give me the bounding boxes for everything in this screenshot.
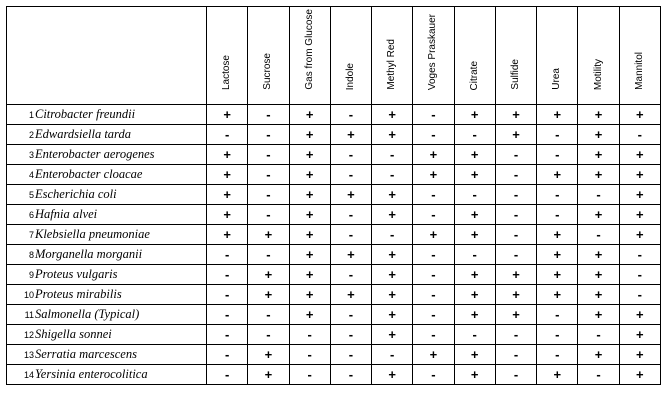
test-label: Methyl Red	[386, 39, 398, 90]
result-cell: -	[495, 145, 536, 165]
result-cell: -	[330, 105, 371, 125]
result-cell: -	[413, 185, 454, 205]
organism-cell	[7, 225, 207, 245]
result-cell: +	[413, 225, 454, 245]
organism-cell	[7, 325, 207, 345]
result-cell: -	[248, 245, 289, 265]
table-row	[7, 205, 661, 225]
organism-cell	[7, 245, 207, 265]
result-cell: +	[372, 325, 413, 345]
result-cell: -	[454, 185, 495, 205]
result-cell: -	[207, 325, 248, 345]
result-cell: -	[330, 205, 371, 225]
table-row	[7, 285, 661, 305]
result-cell: +	[619, 365, 660, 385]
result-cell: -	[454, 325, 495, 345]
result-cell: -	[537, 345, 578, 365]
test-header-lactose	[207, 7, 248, 105]
result-cell: -	[207, 305, 248, 325]
row-number: 12	[23, 330, 34, 340]
result-cell: +	[537, 365, 578, 385]
result-cell: +	[578, 345, 619, 365]
row-number: 5	[28, 190, 34, 200]
result-cell: -	[207, 345, 248, 365]
result-cell: +	[289, 145, 330, 165]
organism-cell	[7, 165, 207, 185]
organism-name: Morganella morganii	[35, 247, 143, 261]
result-cell: +	[578, 305, 619, 325]
result-cell: +	[495, 305, 536, 325]
result-cell: +	[537, 105, 578, 125]
result-cell: -	[330, 325, 371, 345]
row-number: 8	[28, 250, 34, 260]
organism-cell	[7, 105, 207, 125]
test-header-voges-praskauer	[413, 7, 454, 105]
result-cell: -	[248, 205, 289, 225]
test-header-sucrose	[248, 7, 289, 105]
result-cell: +	[413, 165, 454, 185]
result-cell: +	[207, 205, 248, 225]
result-cell: +	[289, 125, 330, 145]
test-label: Mannitol	[633, 52, 645, 90]
organism-rows	[7, 105, 661, 385]
result-cell: -	[413, 325, 454, 345]
result-cell: -	[537, 325, 578, 345]
result-cell: +	[372, 205, 413, 225]
result-cell: +	[372, 305, 413, 325]
result-cell: -	[413, 105, 454, 125]
result-cell: +	[289, 285, 330, 305]
organism-name: Escherichia coli	[35, 187, 117, 201]
result-cell: -	[537, 305, 578, 325]
result-cell: -	[289, 365, 330, 385]
result-cell: +	[578, 205, 619, 225]
test-label: Sucrose	[262, 53, 274, 90]
organism-cell	[7, 345, 207, 365]
result-cell: -	[578, 225, 619, 245]
table-row	[7, 125, 661, 145]
result-cell: -	[578, 365, 619, 385]
biochemical-table-wrapper	[6, 6, 661, 385]
result-cell: -	[372, 145, 413, 165]
result-cell: +	[537, 265, 578, 285]
test-label: Urea	[551, 68, 563, 90]
result-cell: -	[330, 345, 371, 365]
result-cell: +	[289, 305, 330, 325]
result-cell: +	[330, 185, 371, 205]
result-cell: +	[619, 225, 660, 245]
result-cell: +	[413, 145, 454, 165]
test-header-citrate	[454, 7, 495, 105]
result-cell: +	[578, 165, 619, 185]
result-cell: -	[330, 145, 371, 165]
result-cell: -	[248, 105, 289, 125]
organism-name: Edwardsiella tarda	[35, 127, 131, 141]
result-cell: +	[372, 245, 413, 265]
test-label: Voges Praskauer	[427, 13, 439, 90]
result-cell: +	[537, 245, 578, 265]
result-cell: +	[372, 105, 413, 125]
result-cell: -	[495, 205, 536, 225]
result-cell: +	[289, 205, 330, 225]
result-cell: +	[619, 325, 660, 345]
result-cell: +	[619, 105, 660, 125]
organism-name: Klebsiella pneumoniae	[35, 227, 150, 241]
organism-cell	[7, 205, 207, 225]
result-cell: +	[578, 145, 619, 165]
result-cell: +	[248, 345, 289, 365]
table-row	[7, 245, 661, 265]
test-label: Lactose	[221, 54, 233, 90]
result-cell: -	[413, 245, 454, 265]
organism-name: Serratia marcescens	[35, 347, 137, 361]
test-label: Sulfide	[509, 59, 521, 90]
result-cell: +	[495, 105, 536, 125]
result-cell: +	[372, 185, 413, 205]
result-cell: -	[619, 265, 660, 285]
result-cell: -	[248, 165, 289, 185]
table-row	[7, 325, 661, 345]
result-cell: -	[330, 365, 371, 385]
result-cell: +	[454, 305, 495, 325]
header-corner-cell	[7, 7, 207, 105]
result-cell: -	[330, 265, 371, 285]
result-cell: +	[537, 285, 578, 305]
result-cell: -	[495, 225, 536, 245]
organism-name: Citrobacter freundii	[35, 107, 136, 121]
organism-cell	[7, 145, 207, 165]
result-cell: -	[372, 225, 413, 245]
result-cell: -	[619, 125, 660, 145]
result-cell: -	[495, 245, 536, 265]
table-row	[7, 185, 661, 205]
result-cell: -	[495, 165, 536, 185]
result-cell: -	[372, 345, 413, 365]
result-cell: +	[454, 145, 495, 165]
biochemical-results-table	[6, 6, 661, 385]
row-number: 13	[23, 350, 34, 360]
result-cell: -	[495, 185, 536, 205]
result-cell: +	[372, 125, 413, 145]
row-number: 2	[28, 130, 34, 140]
test-header-urea	[537, 7, 578, 105]
organism-cell	[7, 265, 207, 285]
result-cell: +	[289, 185, 330, 205]
table-row	[7, 365, 661, 385]
result-cell: +	[330, 285, 371, 305]
row-number: 1	[28, 110, 34, 120]
result-cell: -	[537, 205, 578, 225]
result-cell: +	[207, 105, 248, 125]
row-number: 14	[23, 370, 34, 380]
result-cell: -	[495, 325, 536, 345]
result-cell: -	[248, 305, 289, 325]
result-cell: -	[248, 185, 289, 205]
organism-name: Proteus mirabilis	[35, 287, 122, 301]
test-header-indole	[330, 7, 371, 105]
result-cell: -	[330, 225, 371, 245]
row-number: 7	[28, 230, 34, 240]
test-header-gas-from-glucose	[289, 7, 330, 105]
test-header-sulfide	[495, 7, 536, 105]
result-cell: +	[207, 165, 248, 185]
result-cell: +	[454, 345, 495, 365]
result-cell: +	[372, 365, 413, 385]
result-cell: -	[413, 365, 454, 385]
result-cell: -	[248, 145, 289, 165]
test-label: Indole	[344, 62, 356, 90]
result-cell: +	[619, 185, 660, 205]
test-label: Citrate	[468, 60, 480, 90]
result-cell: +	[578, 125, 619, 145]
result-cell: +	[619, 145, 660, 165]
test-header-mannitol	[619, 7, 660, 105]
organism-name: Enterobacter aerogenes	[35, 147, 155, 161]
result-cell: +	[619, 205, 660, 225]
row-number: 10	[23, 290, 34, 300]
table-row	[7, 105, 661, 125]
result-cell: +	[207, 185, 248, 205]
result-cell: -	[413, 205, 454, 225]
result-cell: -	[537, 145, 578, 165]
result-cell: +	[537, 165, 578, 185]
result-cell: -	[454, 245, 495, 265]
test-header-motility	[578, 7, 619, 105]
result-cell: +	[578, 105, 619, 125]
result-cell: +	[454, 265, 495, 285]
organism-name: Hafnia alvei	[35, 207, 98, 221]
result-cell: +	[537, 225, 578, 245]
result-cell: -	[207, 285, 248, 305]
result-cell: +	[619, 305, 660, 325]
result-cell: -	[619, 285, 660, 305]
result-cell: -	[413, 285, 454, 305]
result-cell: +	[578, 285, 619, 305]
result-cell: +	[289, 265, 330, 285]
organism-name: Enterobacter cloacae	[35, 167, 143, 181]
table-row	[7, 165, 661, 185]
table-row	[7, 305, 661, 325]
result-cell: -	[578, 185, 619, 205]
organism-name: Proteus vulgaris	[35, 267, 118, 281]
result-cell: +	[454, 165, 495, 185]
organism-cell	[7, 185, 207, 205]
result-cell: -	[207, 125, 248, 145]
result-cell: -	[537, 185, 578, 205]
row-number: 9	[28, 270, 34, 280]
result-cell: +	[207, 145, 248, 165]
result-cell: -	[248, 125, 289, 145]
test-header-methyl-red	[372, 7, 413, 105]
result-cell: -	[537, 125, 578, 145]
result-cell: -	[207, 365, 248, 385]
result-cell: +	[454, 285, 495, 305]
result-cell: +	[619, 165, 660, 185]
row-number: 4	[28, 170, 34, 180]
result-cell: +	[619, 345, 660, 365]
result-cell: +	[372, 265, 413, 285]
result-cell: +	[578, 245, 619, 265]
test-header-row	[7, 7, 661, 105]
result-cell: -	[454, 125, 495, 145]
result-cell: +	[454, 105, 495, 125]
table-row	[7, 225, 661, 245]
result-cell: +	[207, 225, 248, 245]
row-number: 11	[24, 310, 34, 320]
result-cell: +	[248, 365, 289, 385]
result-cell: +	[372, 285, 413, 305]
result-cell: -	[495, 365, 536, 385]
row-number: 6	[28, 210, 34, 220]
result-cell: +	[289, 245, 330, 265]
result-cell: +	[413, 345, 454, 365]
result-cell: -	[330, 165, 371, 185]
row-number: 3	[28, 150, 34, 160]
result-cell: +	[454, 225, 495, 245]
result-cell: +	[289, 165, 330, 185]
result-cell: -	[413, 305, 454, 325]
organism-cell	[7, 305, 207, 325]
result-cell: -	[330, 305, 371, 325]
organism-cell	[7, 365, 207, 385]
result-cell: +	[578, 265, 619, 285]
organism-name: Salmonella (Typical)	[35, 307, 140, 321]
result-cell: +	[330, 245, 371, 265]
table-row	[7, 145, 661, 165]
result-cell: +	[289, 105, 330, 125]
result-cell: -	[207, 265, 248, 285]
test-label: Motility	[592, 58, 604, 90]
result-cell: -	[413, 265, 454, 285]
result-cell: -	[578, 325, 619, 345]
result-cell: -	[372, 165, 413, 185]
result-cell: -	[495, 345, 536, 365]
result-cell: -	[413, 125, 454, 145]
result-cell: -	[248, 325, 289, 345]
table-row	[7, 345, 661, 365]
result-cell: +	[454, 205, 495, 225]
result-cell: +	[495, 265, 536, 285]
test-label: Gas from Glucose	[303, 9, 315, 90]
table-row	[7, 265, 661, 285]
result-cell: +	[248, 265, 289, 285]
organism-cell	[7, 125, 207, 145]
organism-name: Shigella sonnei	[35, 327, 112, 341]
result-cell: +	[248, 225, 289, 245]
result-cell: +	[495, 125, 536, 145]
result-cell: +	[289, 225, 330, 245]
result-cell: -	[289, 345, 330, 365]
result-cell: -	[289, 325, 330, 345]
organism-cell	[7, 285, 207, 305]
organism-name: Yersinia enterocolitica	[35, 367, 148, 381]
result-cell: -	[619, 245, 660, 265]
result-cell: +	[248, 285, 289, 305]
result-cell: +	[454, 365, 495, 385]
result-cell: +	[330, 125, 371, 145]
result-cell: -	[207, 245, 248, 265]
result-cell: +	[495, 285, 536, 305]
